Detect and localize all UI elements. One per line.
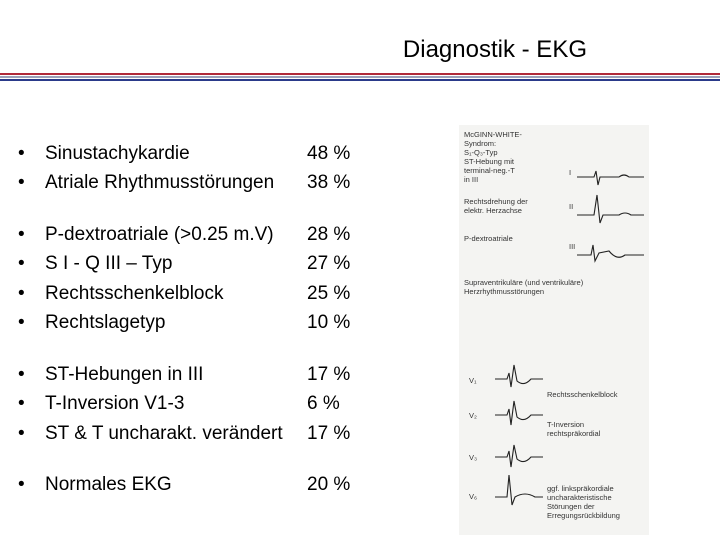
- divider-line-bottom: [0, 79, 720, 81]
- finding-percentage: 6 %: [307, 393, 340, 415]
- findings-group: [18, 360, 378, 449]
- ekg-top-label: ST-Hebung mit: [464, 157, 515, 166]
- finding-percentage: 38 %: [307, 172, 351, 194]
- finding-label: S I - Q III – Typ: [45, 253, 173, 275]
- ekg-top-label: terminal-neg.-T: [464, 166, 515, 175]
- findings-group: [18, 471, 378, 501]
- ekg-figure: [459, 125, 649, 535]
- ekg-trace-v1: [495, 365, 543, 387]
- finding-row: [18, 471, 378, 501]
- finding-percentage: 17 %: [307, 422, 351, 444]
- bullet-icon: •: [18, 142, 25, 164]
- bullet-icon: •: [18, 312, 25, 334]
- finding-row: [18, 419, 378, 449]
- ekg-lead-label: V₃: [469, 453, 478, 462]
- finding-percentage: 48 %: [307, 142, 351, 164]
- ekg-trace-v2: [495, 401, 543, 425]
- findings-group: [18, 220, 378, 338]
- divider-line-top: [0, 73, 720, 75]
- ekg-top-label: McGINN-WHITE-: [464, 130, 522, 139]
- ekg-lead-label: V₂: [469, 411, 477, 420]
- ekg-illustration: [459, 125, 649, 535]
- finding-label: Rechtslagetyp: [45, 312, 166, 334]
- ekg-top-label: Syndrom:: [464, 139, 497, 148]
- finding-row: [18, 309, 378, 339]
- finding-row: [18, 250, 378, 280]
- finding-percentage: 20 %: [307, 474, 351, 496]
- ekg-lead-label: II: [569, 202, 574, 211]
- bullet-icon: •: [18, 393, 25, 415]
- finding-row: [18, 360, 378, 390]
- ekg-top-label: P-dextroatriale: [464, 234, 513, 243]
- ekg-lead-label: I: [569, 168, 572, 177]
- ekg-bottom-label: ggf. linkspräkordiale: [547, 484, 614, 493]
- ekg-bottom-label: uncharakteristische: [547, 493, 612, 502]
- ekg-trace-lead-1: [577, 171, 644, 185]
- finding-label: ST & T uncharakt. verändert: [45, 422, 283, 444]
- bullet-icon: •: [18, 172, 25, 194]
- ekg-bottom-label: Störungen der: [547, 502, 595, 511]
- ekg-lead-label: III: [569, 242, 576, 251]
- finding-row: [18, 139, 378, 169]
- ekg-lead-label: V₁: [469, 376, 477, 385]
- ekg-top-label: Herzrhythmusstörungen: [464, 287, 545, 296]
- bullet-icon: •: [18, 223, 25, 245]
- finding-label: T-Inversion V1-3: [45, 393, 185, 415]
- finding-row: [18, 220, 378, 250]
- finding-label: P-dextroatriale (>0.25 m.V): [45, 223, 274, 245]
- finding-percentage: 28 %: [307, 223, 351, 245]
- divider-line-middle: [0, 76, 720, 78]
- findings-group: [18, 139, 378, 198]
- finding-row: [18, 169, 378, 199]
- bullet-icon: •: [18, 282, 25, 304]
- ekg-top-label: S₁-Q₃-Typ: [464, 148, 498, 157]
- bullet-icon: •: [18, 474, 25, 496]
- ekg-bottom-label: Rechtsschenkelblock: [547, 390, 618, 399]
- ekg-trace-lead-2: [577, 195, 644, 223]
- bullet-icon: •: [18, 253, 25, 275]
- finding-label: Rechtsschenkelblock: [45, 282, 224, 304]
- ekg-top-label: elektr. Herzachse: [464, 206, 522, 215]
- ekg-trace-lead-3: [577, 245, 644, 261]
- title-divider: [0, 73, 720, 82]
- slide-title: Diagnostik - EKG: [402, 36, 587, 63]
- finding-percentage: 17 %: [307, 363, 351, 385]
- finding-label: Sinustachykardie: [45, 142, 190, 164]
- bullet-icon: •: [18, 422, 25, 444]
- ekg-lead-label: V₆: [469, 492, 478, 501]
- findings-list: [18, 139, 378, 522]
- ekg-bottom-label: T-Inversion: [547, 420, 585, 429]
- ekg-trace-v6: [495, 475, 543, 505]
- ekg-top-label: Supraventrikuläre (und ventrikuläre): [464, 278, 584, 287]
- ekg-top-label: Rechtsdrehung der: [464, 197, 528, 206]
- finding-label: Normales EKG: [45, 474, 172, 496]
- bullet-icon: •: [18, 363, 25, 385]
- finding-percentage: 25 %: [307, 282, 351, 304]
- finding-percentage: 10 %: [307, 312, 351, 334]
- ekg-trace-v3: [495, 445, 543, 467]
- ekg-bottom-label: rechtspräkordial: [547, 429, 601, 438]
- finding-row: [18, 279, 378, 309]
- ekg-bottom-label: Erregungsrückbildung: [547, 511, 620, 520]
- ekg-top-label: in III: [464, 175, 479, 184]
- finding-label: ST-Hebungen in III: [45, 363, 204, 385]
- finding-label: Atriale Rhythmusstörungen: [45, 172, 275, 194]
- finding-row: [18, 390, 378, 420]
- finding-percentage: 27 %: [307, 253, 351, 275]
